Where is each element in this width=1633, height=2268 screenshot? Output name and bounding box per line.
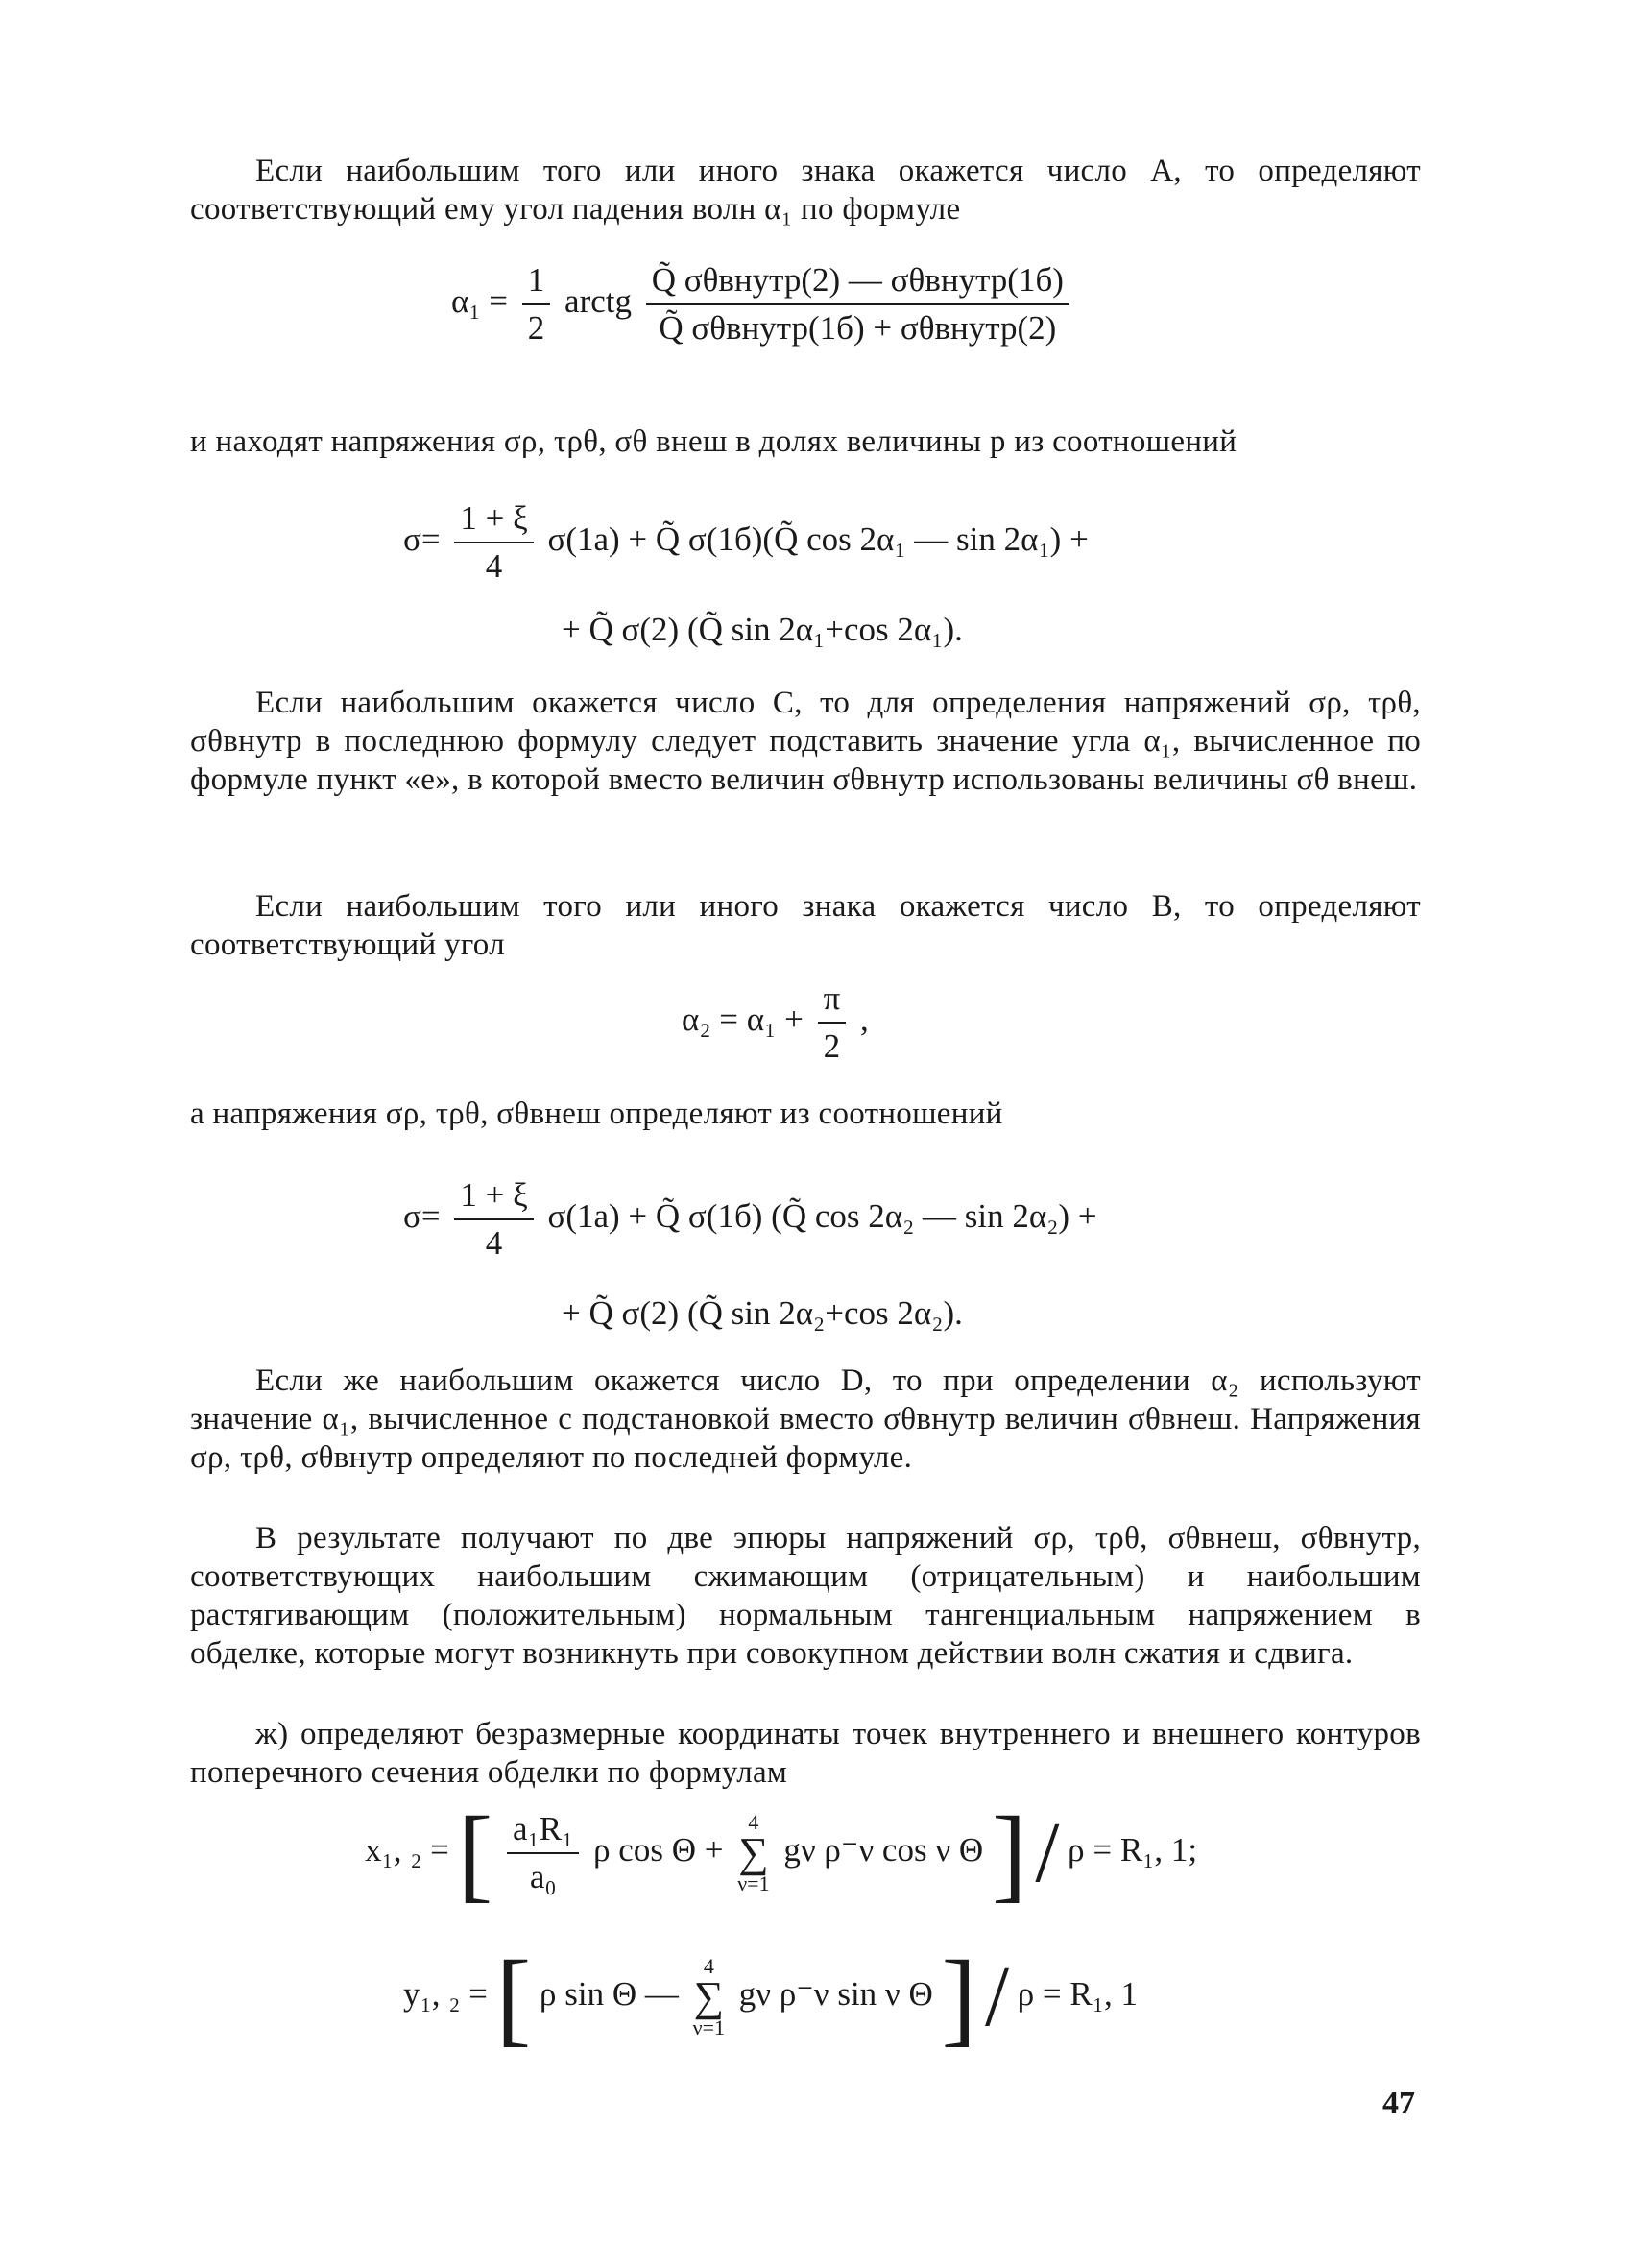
y-right-bracket: ] bbox=[941, 1939, 977, 2056]
alpha1-coefficient bbox=[522, 261, 551, 348]
x-sum-top: 4 bbox=[748, 1810, 759, 1834]
sigma-b-lhs: σ= bbox=[403, 1197, 441, 1236]
sigma-a-den: 4 bbox=[485, 547, 503, 585]
formula-alpha1 bbox=[451, 261, 1315, 348]
y-sum bbox=[693, 1955, 725, 2039]
y-term2: gν ρ⁻ν sin ν Θ bbox=[738, 1975, 933, 2014]
alpha2-den: 2 bbox=[823, 1027, 841, 1065]
paragraph-2: и находят напряжения σρ, τρθ, σθ внеш в долях величины p из соотношений bbox=[190, 424, 1237, 459]
formula-sigma-a-line2: + Q̃ σ(2) (Q̃ sin 2α₁+cos 2α₁). bbox=[562, 611, 963, 648]
alpha1-denominator: Q̃ σθвнутр(1б) + σθвнутр(2) bbox=[659, 309, 1057, 347]
alpha2-num: π bbox=[818, 979, 847, 1024]
x-term2: gν ρ⁻ν cos ν Θ bbox=[783, 1831, 984, 1870]
y-left-bracket: [ bbox=[495, 1939, 532, 2056]
paragraph-6: Если же наибольшим окажется число D, то при определении α₂ используют значение α₁, вычисленное с подстановкой вместо σθвнутр величин σθвнеш. Напряжения σρ, τρθ, σθвнутр определяют по последней формуле. bbox=[190, 1363, 1421, 1475]
x-lhs: x₁, ₂ = bbox=[365, 1831, 449, 1870]
formula-sigma-b-line1 bbox=[403, 1176, 1267, 1263]
sum-icon: ∑ bbox=[738, 1829, 769, 1876]
formula-sigma-b-line2: + Q̃ σ(2) (Q̃ sin 2α₂+cos 2α₂). bbox=[562, 1294, 963, 1332]
alpha1-fraction bbox=[646, 261, 1069, 348]
page-number: 47 bbox=[1382, 2086, 1415, 2121]
sigma-b-den: 4 bbox=[485, 1224, 503, 1262]
x-tail: ρ = R₁, 1; bbox=[1068, 1831, 1198, 1870]
y-sum-bottom: ν=1 bbox=[692, 2015, 725, 2039]
formula-alpha2 bbox=[682, 979, 1066, 1066]
paragraph-8: ж) определяют безразмерные координаты точек внутреннего и внешнего контуров поперечного сечения обделки по формулам bbox=[190, 1717, 1421, 1790]
alpha1-coef-num: 1 bbox=[522, 261, 551, 305]
x-fraction bbox=[507, 1810, 579, 1896]
sigma-b-fraction bbox=[454, 1176, 533, 1263]
x-frac-den: a₀ bbox=[529, 1858, 557, 1895]
x-right-bracket: ] bbox=[991, 1795, 1027, 1912]
x-sum bbox=[737, 1811, 769, 1895]
formula-x bbox=[365, 1795, 1325, 1912]
paragraph-1: Если наибольшим того или иного знака окажется число A, то определяют соответствующий ему угол падения волн α₁ по формуле bbox=[190, 154, 1421, 227]
x-sum-bottom: ν=1 bbox=[737, 1871, 770, 1895]
paragraph-7: В результате получают по две эпюры напряжений σρ, τρθ, σθвнеш, σθвнутр, соответствующих наибольшим сжимающим (отрицательным) и наибольшим растягивающим (положительным) нормальным тангенциальным напряжением в обделке, которые могут возникнуть при совокупном действии волн сжатия и сдвига. bbox=[190, 1521, 1421, 1671]
alpha1-lhs: α₁ = bbox=[451, 282, 516, 321]
sigma-b-line1: σ(1a) + Q̃ σ(1б) (Q̃ cos 2α₂ — sin 2α₂) + bbox=[547, 1197, 1097, 1236]
y-slash: / bbox=[984, 1949, 1009, 2044]
formula-y bbox=[403, 1939, 1363, 2056]
alpha2-lhs: α₂ = α₁ + bbox=[682, 1001, 812, 1039]
paragraph-4: Если наибольшим того или иного знака окажется число B, то определяют соответствующий угол bbox=[190, 889, 1421, 962]
alpha1-numerator: Q̃ σθвнутр(2) — σθвнутр(1б) bbox=[646, 261, 1069, 305]
y-term1: ρ sin Θ — bbox=[540, 1975, 679, 2014]
formula-sigma-a-line1 bbox=[403, 499, 1267, 586]
paragraph-3: Если наибольшим окажется число C, то для определения напряжений σρ, τρθ, σθвнутр в последнюю формулу следует подставить значение угла α₁, вычисленное по формуле пункт «е», в которой вместо величин σθвнутр использованы величины σθ внеш. bbox=[190, 686, 1421, 797]
alpha1-coef-den: 2 bbox=[527, 309, 545, 347]
sigma-a-line1: σ(1a) + Q̃ σ(1б)(Q̃ cos 2α₁ — sin 2α₁) + bbox=[547, 520, 1089, 559]
sum-icon: ∑ bbox=[693, 1973, 724, 2020]
y-lhs: y₁, ₂ = bbox=[403, 1975, 488, 2014]
alpha1-func: arctg bbox=[564, 282, 632, 321]
x-frac-num: a₁R₁ bbox=[507, 1810, 579, 1854]
alpha2-tail: , bbox=[859, 1001, 869, 1039]
x-term1: ρ cos Θ + bbox=[593, 1831, 724, 1870]
alpha2-fraction bbox=[818, 979, 847, 1066]
x-slash: / bbox=[1035, 1805, 1060, 1900]
sigma-b-num: 1 + ξ bbox=[454, 1176, 533, 1220]
sigma-a-num: 1 + ξ bbox=[454, 499, 533, 543]
y-tail: ρ = R₁, 1 bbox=[1017, 1975, 1138, 2014]
y-sum-top: 4 bbox=[703, 1954, 714, 1978]
sigma-a-lhs: σ= bbox=[403, 520, 441, 559]
sigma-a-fraction bbox=[454, 499, 533, 586]
paragraph-5: а напряжения σρ, τρθ, σθвнеш определяют из соотношений bbox=[190, 1097, 1003, 1131]
x-left-bracket: [ bbox=[457, 1795, 493, 1912]
